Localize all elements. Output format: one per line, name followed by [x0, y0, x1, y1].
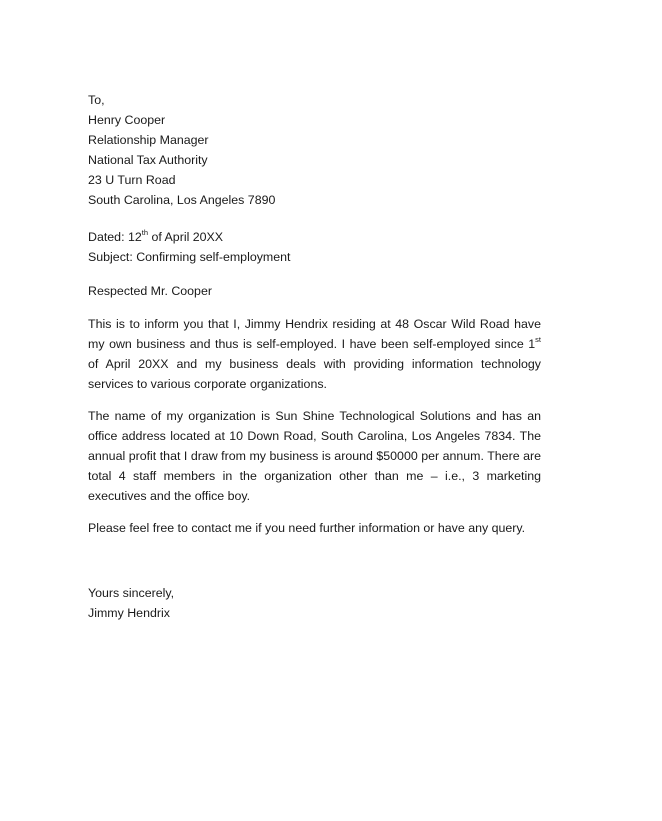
date-ordinal: th	[141, 227, 148, 237]
date-label: Dated: 12	[88, 230, 142, 244]
paragraph-2: The name of my organization is Sun Shine Technological Solutions and has an office address located at 10 Down Road, South Carolina, Los Angeles 7834. The annual profit that I draw from my business is around $50000 per annum. There are total 4 staff members in the organization other than me – i.e., 3 marketing executives and the office boy.	[88, 409, 541, 503]
valediction: Yours sincerely,	[88, 586, 175, 600]
recipient-name: Henry Cooper	[88, 113, 166, 127]
recipient-title: Relationship Manager	[88, 133, 209, 147]
signer-name: Jimmy Hendrix	[88, 606, 170, 620]
closing-block	[88, 583, 541, 623]
paragraph-1	[88, 314, 541, 394]
paragraph-1-part-2: of April 20XX and my business deals with providing information technology services to various corporate organizations.	[88, 357, 541, 391]
date-rest: of April 20XX	[148, 230, 224, 244]
letter-subject: Subject: Confirming self-employment	[88, 250, 291, 264]
paragraph-3: Please feel free to contact me if you need further information or have any query.	[88, 521, 526, 535]
recipient-greeting: To,	[88, 93, 105, 107]
salutation: Respected Mr. Cooper	[88, 284, 212, 298]
letter-date	[88, 227, 541, 247]
recipient-address	[88, 90, 541, 210]
letter-meta	[88, 227, 541, 267]
recipient-city: South Carolina, Los Angeles 7890	[88, 193, 276, 207]
letter-body	[88, 90, 541, 623]
recipient-organization: National Tax Authority	[88, 153, 208, 167]
paragraph-1-ordinal: st	[535, 334, 541, 344]
recipient-street: 23 U Turn Road	[88, 173, 176, 187]
paragraph-1-part-1: This is to inform you that I, Jimmy Hendrix residing at 48 Oscar Wild Road have my own business and thus is self-employed. I have been self-employed since 1	[88, 317, 541, 351]
